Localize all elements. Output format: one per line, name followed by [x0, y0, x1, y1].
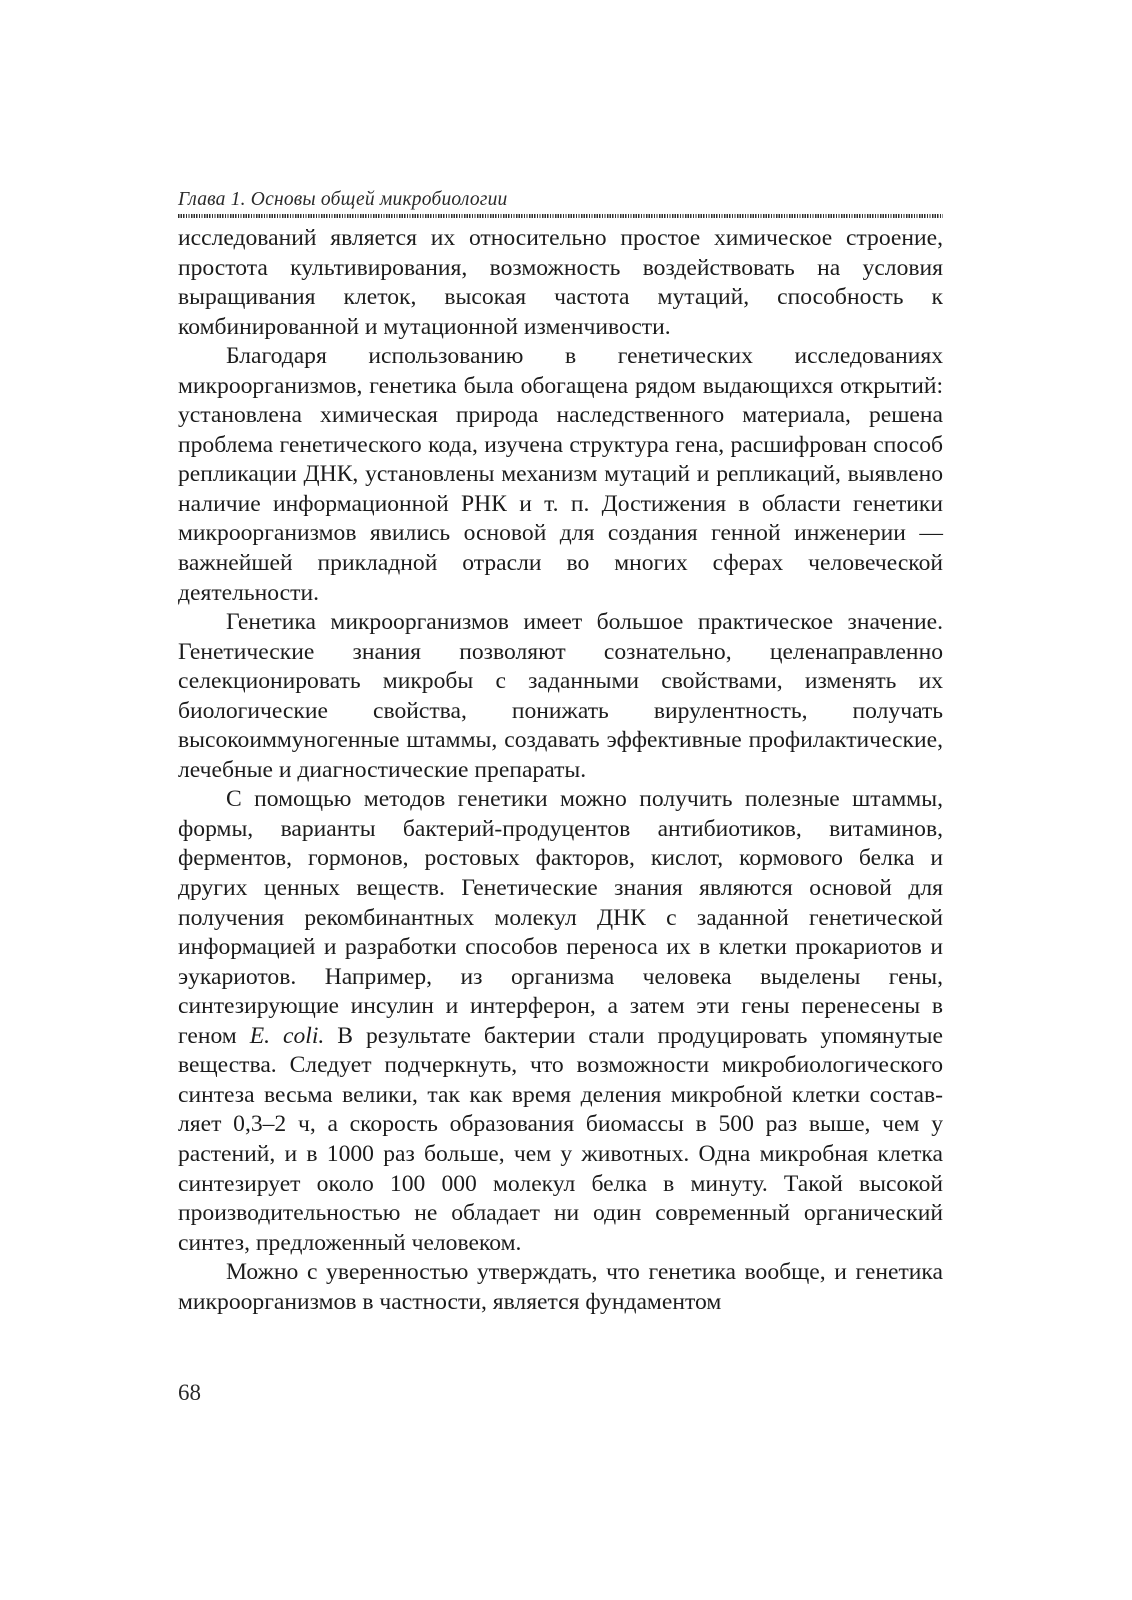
running-head-rule: [178, 214, 943, 218]
body-text: [178, 224, 943, 1317]
paragraph-practical-significance: Генетика микроорганизмов имеет большое практическое значение. Генетические знания позволяют сознательно, целенаправленно селекционировать микробы с заданными свойствами, изменять их биологические свойства, понижать вирулентность, получать высокоиммуногенные штаммы, создавать эффективные профилактические, лечебные и диагностические препараты.: [178, 609, 943, 783]
paragraph-genetics-discoveries: Благодаря использованию в генетических исследованиях микроорганизмов, генетика была обогащена рядом выдающихся открытий: установлена химическая природа наследственного материала, решена проблема генетического кода, изучена структура гена, расшифрован способ репликации ДНК, установлены механизм мутаций и репликаций, выявлено наличие информационной РНК и т. п. Достижения в области генетики микроорганизмов явились основой для создания генной инженерии — важнейшей прикладной отрасли во многих сферах человеческой деятельности.: [178, 343, 943, 606]
paragraph-continuation: исследований является их относительно простое химическое строение, простота культивирования, возможность воздействовать на условия выращивания клеток, высокая частота мутаций, способность к комбинированной и мутационной изменчивости.: [178, 225, 943, 340]
running-head: Глава 1. Основы общей микробиологии: [178, 189, 508, 210]
paragraph-text-after-italic: В результате бактерии стали продуцировать упомянутые вещества. Следует подчеркнуть, что возможности микробиологического синтеза весьма велики, так как время деления микробной клетки составляет 0,3–2 ч, а скорость образования биомассы в 500 раз выше, чем у растений, и в 1000 раз больше, чем у животных. Одна микробная клетка синтезирует около 100 000 молекул белка в минуту. Такой высокой производительностью не обладает ни один современный органический синтез, предложенный человеком.: [178, 1022, 943, 1256]
book-page: [178, 188, 943, 1317]
paragraph-genetic-methods: [178, 785, 943, 1258]
page-number: 68: [178, 1380, 201, 1405]
italic-species-name: E. coli.: [249, 1022, 325, 1049]
paragraph-conclusion: Можно с уверенностью утверждать, что генетика вообще, и генетика микроорганизмов в частности, является фундаментом: [178, 1259, 943, 1315]
paragraph-text-before-italic: С помощью методов генетики можно получить полезные штаммы, формы, варианты бактерий-продуцентов антибиотиков, витаминов, ферментов, гормонов, ростовых факторов, кислот, кормового белка и других ценных веществ. Генетические знания являются основой для получения рекомбинантных молекул ДНК с заданной генетической информацией и разработки способов переноса их в клетки прокариотов и эукариотов. Например, из организма человека выделены гены, синтезирующие инсулин и интерферон, а затем эти гены перенесены в геном: [178, 786, 943, 1049]
